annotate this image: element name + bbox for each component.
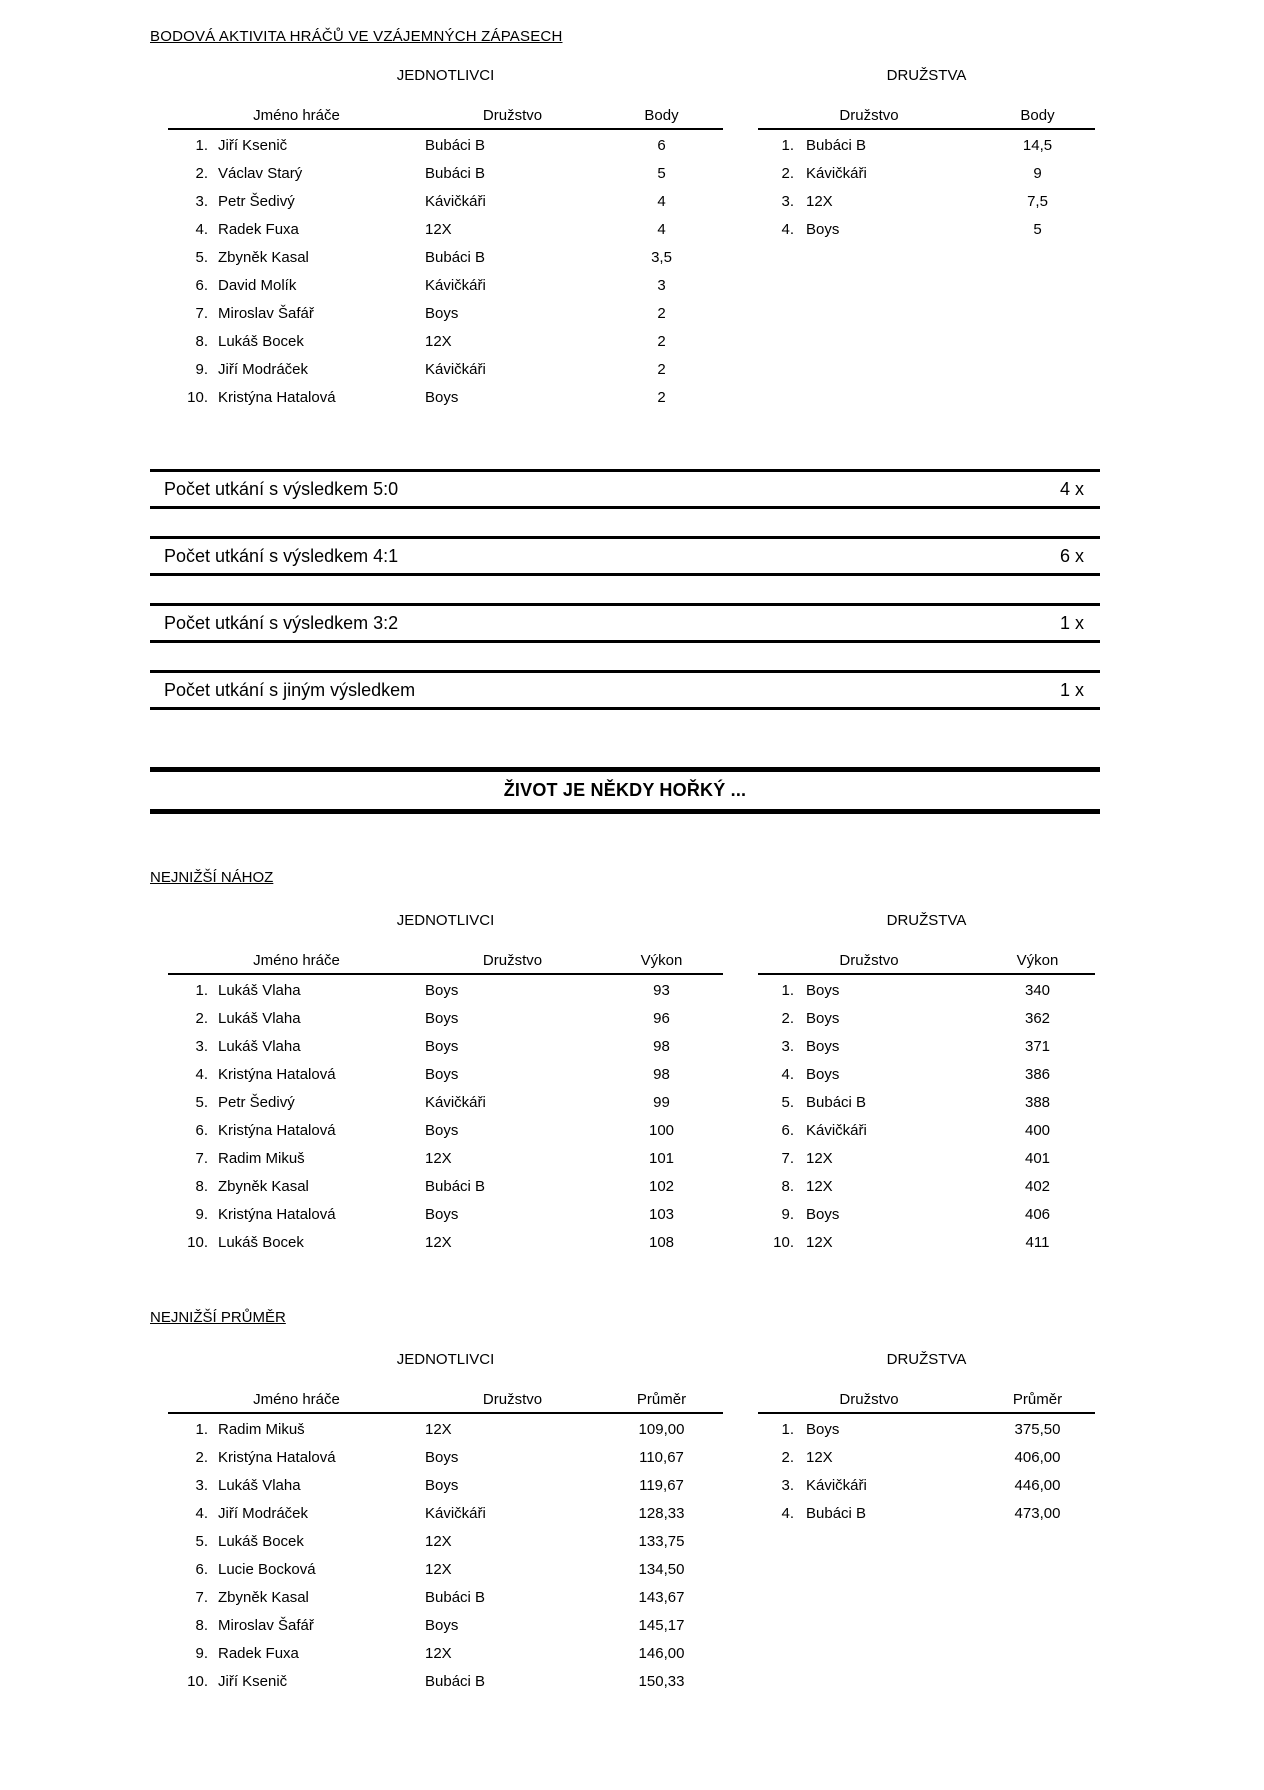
cell-team: Bubáci B xyxy=(425,137,486,154)
cell-rank: 7. xyxy=(195,305,208,322)
cell-rank: 6. xyxy=(195,1561,208,1578)
cell-name: Kávičkáři xyxy=(806,1477,867,1494)
cell-team: Boys xyxy=(425,1449,459,1466)
cell-rank: 4. xyxy=(195,1066,208,1083)
cell-val: 5 xyxy=(1033,221,1042,238)
cell-team: Bubáci B xyxy=(425,1178,486,1195)
match-count-value: 6 x xyxy=(1059,545,1084,566)
cell-rank: 9. xyxy=(195,361,208,378)
table-row xyxy=(168,1201,723,1229)
cell-name: Kristýna Hatalová xyxy=(218,389,336,406)
individuals-heading: JEDNOTLIVCI xyxy=(396,912,495,929)
table-row xyxy=(168,1173,723,1201)
match-count-box-4-1 xyxy=(150,536,1100,576)
cell-val: 3,5 xyxy=(651,249,672,266)
table-row xyxy=(758,1472,1095,1500)
player-column-header: Jméno hráče xyxy=(253,1391,340,1408)
cell-team: Boys xyxy=(425,305,459,322)
cell-val: 402 xyxy=(1024,1178,1051,1195)
table-row xyxy=(168,1416,723,1444)
cell-rank: 8. xyxy=(195,333,208,350)
cell-val: 98 xyxy=(653,1038,670,1055)
cell-val: 411 xyxy=(1025,1234,1050,1251)
table-body xyxy=(168,130,723,412)
team-column-header: Družstvo xyxy=(482,107,543,124)
table-header-row xyxy=(168,951,723,975)
cell-rank: 6. xyxy=(781,1122,794,1139)
points-individuals-table xyxy=(168,67,723,412)
table-header-row xyxy=(758,951,1095,975)
cell-name: Miroslav Šafář xyxy=(218,1617,314,1634)
score-column-header: Výkon xyxy=(1016,952,1059,969)
table-header-row xyxy=(168,106,723,130)
table-row xyxy=(168,1472,723,1500)
cell-name: Zbyněk Kasal xyxy=(218,1178,309,1195)
cell-name: Václav Starý xyxy=(218,165,303,182)
cell-team: Kávičkáři xyxy=(425,1094,486,1111)
cell-val: 102 xyxy=(648,1178,675,1195)
table-row xyxy=(168,1500,723,1528)
table-row xyxy=(758,1500,1095,1528)
cell-rank: 3. xyxy=(195,1477,208,1494)
table-body xyxy=(758,1414,1095,1528)
cell-name: Boys xyxy=(806,982,840,999)
cell-name: 12X xyxy=(806,1150,833,1167)
table-body xyxy=(758,130,1095,244)
cell-val: 2 xyxy=(657,389,666,406)
cell-rank: 1. xyxy=(781,137,794,154)
cell-rank: 3. xyxy=(781,1038,794,1055)
cell-val: 6 xyxy=(657,137,666,154)
table-row xyxy=(758,132,1095,160)
table-row xyxy=(168,216,723,244)
cell-val: 400 xyxy=(1024,1122,1051,1139)
table-row xyxy=(168,1145,723,1173)
table-row xyxy=(758,1061,1095,1089)
cell-val: 3 xyxy=(657,277,666,294)
table-row xyxy=(758,1444,1095,1472)
cell-name: Lukáš Bocek xyxy=(218,333,304,350)
cell-rank: 5. xyxy=(195,249,208,266)
cell-val: 150,33 xyxy=(638,1673,685,1690)
cell-name: Radek Fuxa xyxy=(218,221,299,238)
match-count-value: 1 x xyxy=(1059,612,1084,633)
score-column-header: Výkon xyxy=(640,952,683,969)
cell-val: 7,5 xyxy=(1027,193,1048,210)
table-row xyxy=(168,1444,723,1472)
cell-val: 386 xyxy=(1024,1066,1051,1083)
cell-team: Bubáci B xyxy=(425,1589,486,1606)
cell-name: Lukáš Vlaha xyxy=(218,1477,301,1494)
cell-rank: 6. xyxy=(195,1122,208,1139)
team-column-header: Družstvo xyxy=(839,107,899,124)
match-count-value: 4 x xyxy=(1059,478,1084,499)
lowest-average-section xyxy=(168,1351,1100,1696)
cell-rank: 7. xyxy=(195,1589,208,1606)
cell-rank: 3. xyxy=(781,1477,794,1494)
cell-name: Boys xyxy=(806,1206,840,1223)
table-row xyxy=(168,1612,723,1640)
cell-rank: 9. xyxy=(781,1206,794,1223)
cell-name: Kristýna Hatalová xyxy=(218,1449,336,1466)
player-column-header: Jméno hráče xyxy=(253,952,340,969)
cell-val: 2 xyxy=(657,361,666,378)
cell-name: Miroslav Šafář xyxy=(218,305,314,322)
cell-name: Radim Mikuš xyxy=(218,1421,305,1438)
match-count-label: Počet utkání s jiným výsledkem xyxy=(164,679,416,700)
cell-val: 110,67 xyxy=(639,1449,684,1466)
table-row xyxy=(758,216,1095,244)
cell-team: Boys xyxy=(425,1010,459,1027)
table-row xyxy=(168,188,723,216)
cell-name: Jiří Modráček xyxy=(218,1505,309,1522)
cell-name: 12X xyxy=(806,193,833,210)
cell-team: 12X xyxy=(425,1533,452,1550)
cell-team: 12X xyxy=(425,1645,452,1662)
cell-rank: 1. xyxy=(781,1421,794,1438)
cell-team: 12X xyxy=(425,1234,452,1251)
teams-heading: DRUŽSTVA xyxy=(886,1351,967,1368)
cell-val: 9 xyxy=(1033,165,1042,182)
cell-name: Kristýna Hatalová xyxy=(218,1122,336,1139)
match-count-value: 1 x xyxy=(1059,679,1084,700)
table-row xyxy=(168,244,723,272)
cell-rank: 2. xyxy=(195,1449,208,1466)
cell-team: Boys xyxy=(425,1038,459,1055)
match-count-box-other xyxy=(150,670,1100,710)
cell-name: Lukáš Vlaha xyxy=(218,1010,301,1027)
points-activity-section xyxy=(168,67,1100,412)
cell-name: Lukáš Vlaha xyxy=(218,982,301,999)
table-row xyxy=(758,1416,1095,1444)
points-column-header: Body xyxy=(1020,107,1055,124)
page-title: BODOVÁ AKTIVITA HRÁČŮ VE VZÁJEMNÝCH ZÁPASECH xyxy=(150,28,563,45)
cell-val: 96 xyxy=(653,1010,670,1027)
cell-val: 133,75 xyxy=(638,1533,685,1550)
table-row xyxy=(168,1005,723,1033)
cell-name: Radim Mikuš xyxy=(218,1150,305,1167)
cell-rank: 7. xyxy=(781,1150,794,1167)
table-row xyxy=(168,1061,723,1089)
cell-rank: 7. xyxy=(195,1150,208,1167)
table-row xyxy=(758,1005,1095,1033)
table-row xyxy=(758,977,1095,1005)
table-row xyxy=(168,1033,723,1061)
cell-name: Petr Šedivý xyxy=(218,193,295,210)
cell-name: Bubáci B xyxy=(806,137,867,154)
cell-val: 473,00 xyxy=(1014,1505,1061,1522)
team-column-header: Družstvo xyxy=(482,952,543,969)
lowest-game-section xyxy=(168,912,1100,1257)
cell-val: 375,50 xyxy=(1014,1421,1061,1438)
cell-val: 446,00 xyxy=(1014,1477,1061,1494)
cell-rank: 2. xyxy=(781,1010,794,1027)
cell-name: Kristýna Hatalová xyxy=(218,1206,336,1223)
table-row xyxy=(758,1201,1095,1229)
table-row xyxy=(168,1556,723,1584)
table-row xyxy=(758,1033,1095,1061)
cell-rank: 1. xyxy=(781,982,794,999)
cell-val: 93 xyxy=(653,982,670,999)
cell-team: Boys xyxy=(425,1617,459,1634)
cell-name: Bubáci B xyxy=(806,1505,867,1522)
table-row xyxy=(168,1668,723,1696)
table-row xyxy=(758,1117,1095,1145)
table-row xyxy=(758,1145,1095,1173)
cell-rank: 9. xyxy=(195,1645,208,1662)
cell-val: 98 xyxy=(653,1066,670,1083)
cell-val: 109,00 xyxy=(638,1421,685,1438)
cell-name: Boys xyxy=(806,221,840,238)
cell-team: 12X xyxy=(425,1150,452,1167)
lowest-average-individuals-table xyxy=(168,1351,723,1696)
lowest-game-individuals-table xyxy=(168,912,723,1257)
cell-team: Kávičkáři xyxy=(425,1505,486,1522)
cell-val: 406 xyxy=(1024,1206,1051,1223)
cell-name: Jiří Ksenič xyxy=(218,137,288,154)
table-row xyxy=(168,160,723,188)
table-row xyxy=(168,356,723,384)
cell-name: Jiří Ksenič xyxy=(218,1673,288,1690)
cell-val: 128,33 xyxy=(638,1505,685,1522)
cell-rank: 1. xyxy=(195,1421,208,1438)
cell-val: 340 xyxy=(1024,982,1051,999)
table-header-row xyxy=(758,106,1095,130)
cell-val: 2 xyxy=(657,333,666,350)
cell-name: Petr Šedivý xyxy=(218,1094,295,1111)
table-body xyxy=(168,975,723,1257)
cell-val: 103 xyxy=(648,1206,675,1223)
cell-rank: 2. xyxy=(195,165,208,182)
cell-val: 406,00 xyxy=(1014,1449,1061,1466)
cell-name: Kávičkáři xyxy=(806,165,867,182)
cell-team: 12X xyxy=(425,1421,452,1438)
team-column-header: Družstvo xyxy=(839,1391,899,1408)
lowest-average-teams-table xyxy=(758,1351,1095,1696)
cell-rank: 5. xyxy=(195,1094,208,1111)
individuals-heading: JEDNOTLIVCI xyxy=(396,67,495,84)
cell-rank: 4. xyxy=(781,221,794,238)
table-header-row xyxy=(758,1390,1095,1414)
cell-val: 5 xyxy=(657,165,666,182)
lowest-game-heading: NEJNIŽŠÍ NÁHOZ xyxy=(150,869,274,886)
table-row xyxy=(168,1089,723,1117)
cell-team: Kávičkáři xyxy=(425,193,486,210)
teams-heading: DRUŽSTVA xyxy=(886,912,967,929)
cell-rank: 5. xyxy=(195,1533,208,1550)
table-row xyxy=(758,1173,1095,1201)
cell-val: 362 xyxy=(1024,1010,1051,1027)
cell-val: 401 xyxy=(1024,1150,1051,1167)
table-row xyxy=(168,1117,723,1145)
cell-rank: 2. xyxy=(195,1010,208,1027)
cell-team: 12X xyxy=(425,1561,452,1578)
cell-rank: 3. xyxy=(781,193,794,210)
cell-name: Boys xyxy=(806,1421,840,1438)
cell-name: 12X xyxy=(806,1234,833,1251)
cell-name: Bubáci B xyxy=(806,1094,867,1111)
cell-team: Boys xyxy=(425,1066,459,1083)
table-row xyxy=(168,977,723,1005)
cell-rank: 1. xyxy=(195,137,208,154)
cell-name: Lucie Bocková xyxy=(218,1561,316,1578)
points-column-header: Body xyxy=(644,107,679,124)
cell-val: 101 xyxy=(648,1150,675,1167)
cell-rank: 3. xyxy=(195,193,208,210)
table-row xyxy=(168,300,723,328)
table-row xyxy=(758,1229,1095,1257)
table-row xyxy=(168,1584,723,1612)
section-divider-banner xyxy=(150,767,1100,814)
teams-heading: DRUŽSTVA xyxy=(886,67,967,84)
cell-val: 4 xyxy=(657,193,666,210)
table-row xyxy=(168,132,723,160)
cell-name: Boys xyxy=(806,1038,840,1055)
cell-rank: 4. xyxy=(781,1066,794,1083)
cell-name: Kristýna Hatalová xyxy=(218,1066,336,1083)
cell-name: Boys xyxy=(806,1010,840,1027)
cell-val: 4 xyxy=(657,221,666,238)
cell-team: Kávičkáři xyxy=(425,277,486,294)
table-row xyxy=(168,1528,723,1556)
player-column-header: Jméno hráče xyxy=(253,107,340,124)
cell-name: Zbyněk Kasal xyxy=(218,249,309,266)
team-column-header: Družstvo xyxy=(482,1391,543,1408)
points-teams-table xyxy=(758,67,1095,412)
cell-val: 143,67 xyxy=(638,1589,685,1606)
table-row xyxy=(168,1640,723,1668)
table-header-row xyxy=(168,1390,723,1414)
cell-rank: 8. xyxy=(781,1178,794,1195)
cell-name: Lukáš Bocek xyxy=(218,1234,304,1251)
cell-val: 388 xyxy=(1024,1094,1051,1111)
cell-rank: 3. xyxy=(195,1038,208,1055)
cell-name: David Molík xyxy=(218,277,297,294)
cell-val: 108 xyxy=(648,1234,675,1251)
cell-team: Boys xyxy=(425,1206,459,1223)
lowest-average-heading: NEJNIŽŠÍ PRŮMĚR xyxy=(150,1309,286,1326)
lowest-game-teams-table xyxy=(758,912,1095,1257)
divider-title: ŽIVOT JE NĚKDY HOŘKÝ ... xyxy=(503,780,747,800)
cell-name: Jiří Modráček xyxy=(218,361,309,378)
match-count-box-5-0 xyxy=(150,469,1100,509)
table-row xyxy=(758,160,1095,188)
cell-rank: 10. xyxy=(773,1234,794,1251)
cell-team: Kávičkáři xyxy=(425,361,486,378)
table-row xyxy=(168,384,723,412)
individuals-heading: JEDNOTLIVCI xyxy=(396,1351,495,1368)
team-column-header: Družstvo xyxy=(839,952,899,969)
cell-rank: 10. xyxy=(187,1234,208,1251)
cell-name: Lukáš Vlaha xyxy=(218,1038,301,1055)
table-row xyxy=(168,328,723,356)
average-column-header: Průměr xyxy=(1012,1391,1063,1408)
cell-val: 145,17 xyxy=(638,1617,685,1634)
match-count-box-3-2 xyxy=(150,603,1100,643)
cell-rank: 6. xyxy=(195,277,208,294)
cell-rank: 10. xyxy=(187,1673,208,1690)
cell-rank: 2. xyxy=(781,165,794,182)
cell-team: Boys xyxy=(425,389,459,406)
cell-val: 2 xyxy=(657,305,666,322)
cell-name: 12X xyxy=(806,1449,833,1466)
cell-rank: 4. xyxy=(195,1505,208,1522)
cell-team: Boys xyxy=(425,1477,459,1494)
cell-rank: 1. xyxy=(195,982,208,999)
match-count-list xyxy=(150,469,1100,710)
cell-name: Zbyněk Kasal xyxy=(218,1589,309,1606)
cell-val: 371 xyxy=(1024,1038,1051,1055)
cell-team: 12X xyxy=(425,221,452,238)
cell-rank: 8. xyxy=(195,1178,208,1195)
cell-rank: 2. xyxy=(781,1449,794,1466)
average-column-header: Průměr xyxy=(636,1391,687,1408)
cell-rank: 4. xyxy=(781,1505,794,1522)
cell-val: 14,5 xyxy=(1022,137,1053,154)
match-count-label: Počet utkání s výsledkem 5:0 xyxy=(164,478,399,499)
cell-rank: 4. xyxy=(195,221,208,238)
table-row xyxy=(168,272,723,300)
cell-team: Bubáci B xyxy=(425,1673,486,1690)
table-row xyxy=(758,1089,1095,1117)
cell-rank: 8. xyxy=(195,1617,208,1634)
table-body xyxy=(168,1414,723,1696)
cell-name: 12X xyxy=(806,1178,833,1195)
cell-team: Boys xyxy=(425,982,459,999)
cell-team: Bubáci B xyxy=(425,165,486,182)
cell-name: Kávičkáři xyxy=(806,1122,867,1139)
cell-val: 134,50 xyxy=(638,1561,685,1578)
cell-val: 146,00 xyxy=(638,1645,685,1662)
cell-team: Bubáci B xyxy=(425,249,486,266)
cell-val: 100 xyxy=(648,1122,675,1139)
cell-name: Lukáš Bocek xyxy=(218,1533,304,1550)
match-count-label: Počet utkání s výsledkem 4:1 xyxy=(164,545,399,566)
cell-rank: 9. xyxy=(195,1206,208,1223)
cell-team: 12X xyxy=(425,333,452,350)
table-row xyxy=(168,1229,723,1257)
table-body xyxy=(758,975,1095,1257)
cell-rank: 5. xyxy=(781,1094,794,1111)
cell-name: Boys xyxy=(806,1066,840,1083)
cell-val: 99 xyxy=(653,1094,670,1111)
cell-rank: 10. xyxy=(187,389,208,406)
cell-name: Radek Fuxa xyxy=(218,1645,299,1662)
cell-team: Boys xyxy=(425,1122,459,1139)
cell-val: 119,67 xyxy=(639,1477,684,1494)
table-row xyxy=(758,188,1095,216)
match-count-label: Počet utkání s výsledkem 3:2 xyxy=(164,612,399,633)
